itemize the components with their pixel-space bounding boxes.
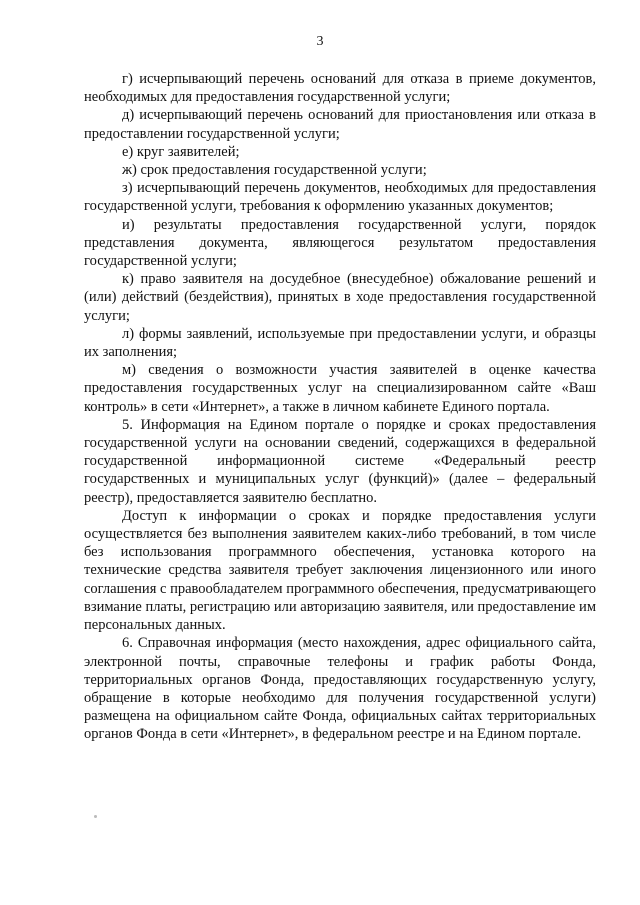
paragraph-item-z: з) исчерпывающий перечень документов, необходимых для предоставления государственной услуги, требования к оформлению указанных документов; bbox=[84, 180, 596, 215]
paragraph-item-l: л) формы заявлений, используемые при предоставлении услуги, и образцы их заполнения; bbox=[84, 325, 596, 361]
paragraph-item-i: и) результаты предоставления государственной услуги, порядок представления документа, являющегося результатом предоставления государственной услуги; bbox=[84, 216, 596, 270]
paragraph-item-m: м) сведения о возможности участия заявителей в оценке качества предоставления государственных услуг на специализированном сайте «Ваш контроль» в сети «Интернет», а также в личном кабинете Единого портала. bbox=[84, 362, 596, 415]
paragraph-item-e: е) круг заявителей; bbox=[122, 143, 240, 160]
document-body bbox=[84, 70, 596, 744]
scan-speck bbox=[94, 815, 97, 818]
page-number: 3 bbox=[316, 34, 324, 49]
paragraph-section-5: 5. Информация на Едином портале о порядке и сроках предоставления государственной услуги на основании сведений, содержащихся в федеральной государственной информационной системе «Федеральный реестр государственных и муниципальных услуг (функций)» (далее – федеральный реестр), предоставляется заявителю бесплатно. bbox=[84, 416, 596, 506]
paragraph-section-6: 6. Справочная информация (место нахождения, адрес официального сайта, электронной почты, справочные телефоны и график работы Фонда, территориальных органов Фонда, предоставляющих государственную услугу, обращение в которые необходимо для получения государственной услуги) размещена на официальном сайте Фонда, официальных сайтах территориальных органов Фонда в сети «Интернет», в федеральном реестре и на Едином портале. bbox=[84, 635, 596, 743]
paragraph-item-g: г) исчерпывающий перечень оснований для отказа в приеме документов, необходимых для предоставления государственной услуги; bbox=[84, 71, 596, 106]
paragraph-item-d: д) исчерпывающий перечень оснований для приостановления или отказа в предоставлении государственной услуги; bbox=[84, 107, 596, 142]
paragraph-item-k: к) право заявителя на досудебное (внесудебное) обжалование решений и (или) действий (бездействия), принятых в ходе предоставления государственной услуги; bbox=[84, 271, 596, 324]
paragraph-item-zh: ж) срок предоставления государственной услуги; bbox=[122, 162, 427, 179]
paragraph-access-info: Доступ к информации о сроках и порядке предоставления услуги осуществляется без выполнения заявителем каких-либо требований, в том числе без использования программного обеспечения, установка которого на технические средства заявителя требует заключения лицензионного или иного соглашения с правообладателем программного обеспечения, предусматривающего взимание платы, регистрацию или авторизацию заявителя, или предоставление им персональных данных. bbox=[84, 507, 596, 634]
